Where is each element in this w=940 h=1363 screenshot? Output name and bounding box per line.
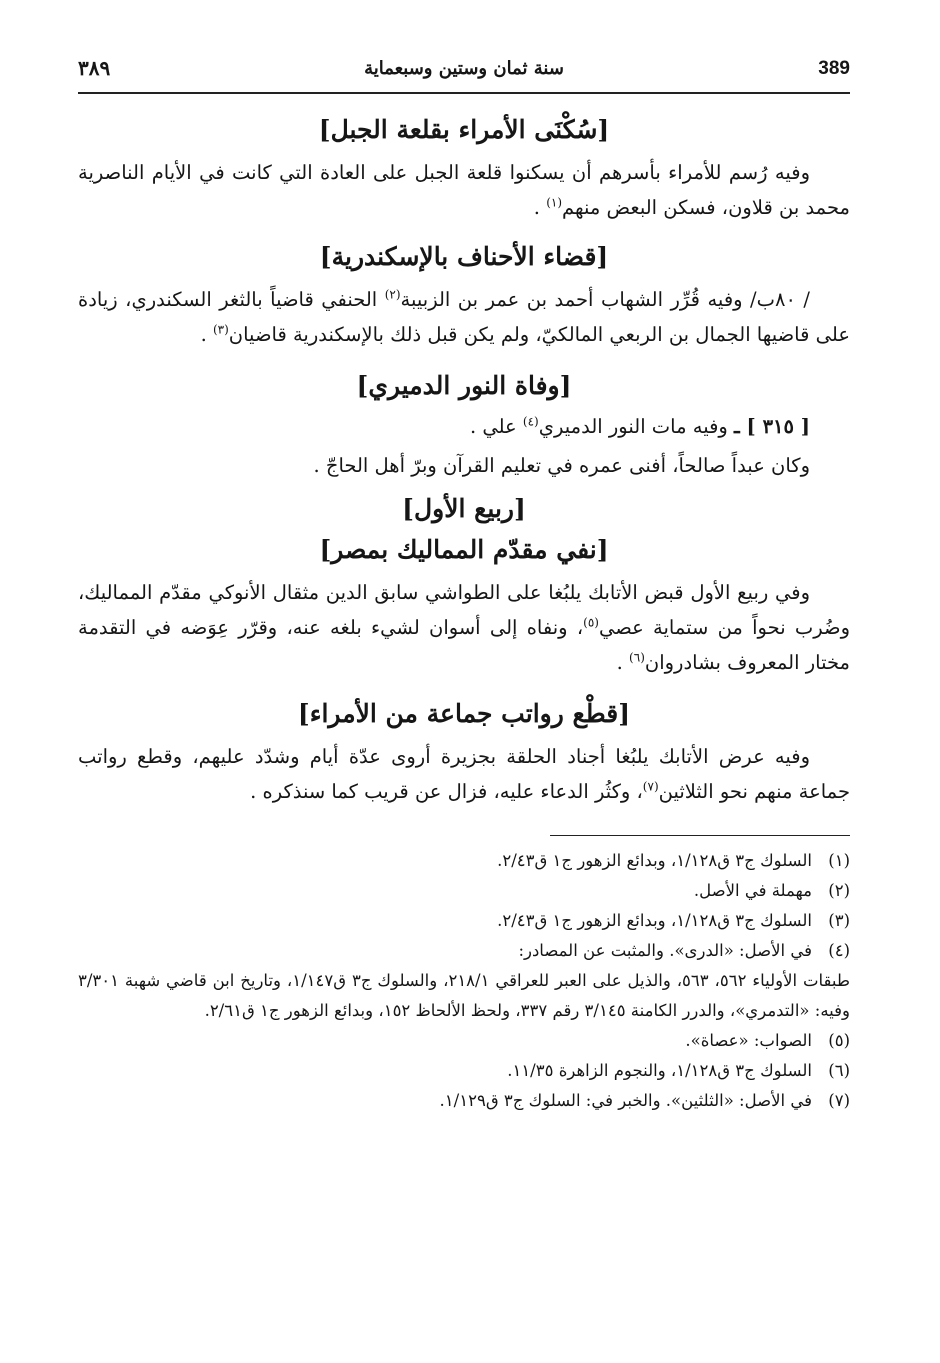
footnote (78, 1026, 850, 1056)
paragraph: وفيه عرض الأتابك يلبُغا أجناد الحلقة بجزيرة أروى عدّة أيام وشدّد عليهم، وقطع رواتب جماعة منهم نحو الثلاثين$^{(٧)}$، وكثُر الدعاء عليه، فزال عن قريب كما سنذكره . (78, 745, 850, 803)
paragraph: وكان عبداً صالحاً، أفنى عمره في تعليم القرآن وبرّ أهل الحاجّ . (313, 454, 810, 477)
footnote-text: السلوك ج٣ ق١/١٢٨، وبدائع الزهور ج١ ق٢/٤٣. (497, 911, 812, 930)
section-heading: [وفاة النور الدميري] (356, 371, 572, 400)
footnote-continuation: طبقات الأولياء ٥٦٢، ٥٦٣، والذيل على العبر للعراقي ٢١٨/١، والسلوك ج٣ ق١/١٤٧، وتاريخ ابن قاضي شهبة ٣/٣٠١ وفيه: «التدمري»، والدرر الكامنة ٣/١٤٥ رقم ٣٣٧، ولحظ الألحاظ ١٥٢، وبدائع الزهور ج١ ق٢/٦١. (78, 971, 850, 1020)
paragraph: / ٨٠ب/ وفيه قُرِّر الشهاب أحمد بن عمر بن الزبيبة$^{(٢)}$ الحنفي قاضياً بالثغر السكندري، زيادة على قاضيها الجمال بن الربعي المالكيّ، ولم يكن قبل ذلك بالإسكندرية قاضيان$^{(٣)}$ . (78, 287, 850, 346)
footnote-ref: (٤) (522, 414, 539, 429)
running-head (78, 52, 850, 94)
footnotes (78, 846, 850, 1116)
main-text (78, 112, 850, 1116)
footnote-number: (٣) (828, 911, 850, 930)
entry-paragraph: [ ٣١٥ ] ـ وفيه مات النور الدميري$^{(٤)}$ علي . (469, 414, 810, 438)
paragraph: وفيه رُسم للأمراء بأسرهم أن يسكنوا قلعة الجبل على العادة التي كانت في الأيام الناصرية محمد بن قلاون، فسكن البعض منهم$^{(١)}$ . (78, 161, 850, 219)
footnote-ref: (٣) (212, 322, 229, 337)
footnote-number: (٥) (828, 1031, 850, 1050)
footnote-ref: (٦) (629, 650, 645, 665)
footnote-number: (٢) (828, 881, 850, 900)
footnote-ref: (٧) (642, 779, 659, 794)
footnote (78, 1086, 850, 1116)
paragraph: وفي ربيع الأول قبض الأتابك يلبُغا على الطواشي سابق الدين مثقال الأنوكي مقدّم المماليك، وضُرب نحواً من ستماية عصي$^{(٥)}$، ونفاه إلى أسوان لشيء بلغه عنه، وقرّر عِوَضه في التقدمة مختار المعروف بشادروان$^{(٦)}$ . (78, 581, 850, 674)
footnote-number: (١) (828, 851, 850, 870)
entry-number: [ ٣١٥ ] ـ (734, 415, 810, 438)
footnote-text: السلوك ج٣ ق١/١٢٨، وبدائع الزهور ج١ ق٢/٤٣. (497, 851, 812, 870)
footnote-text: مهملة في الأصل. (693, 881, 812, 900)
footnote-text: في الأصل: «الثلثين». والخبر في: السلوك ج٣ ق١/١٢٩. (439, 1091, 812, 1110)
footnote-number: (٤) (828, 941, 850, 960)
footnote-ref: (٢) (384, 287, 401, 302)
footnote-number: (٦) (828, 1061, 850, 1080)
footnote-text: السلوك ج٣ ق١/١٢٨، والنجوم الزاهرة ١١/٣٥. (507, 1061, 812, 1080)
month-heading: [ربيع الأول] (402, 494, 526, 523)
footnote (78, 1056, 850, 1086)
footnote-ref: (٥) (583, 615, 599, 630)
footnote-divider (550, 835, 850, 836)
book-page (78, 52, 850, 1342)
section-heading: [سُكْنَى الأمراء بقلعة الجبل] (318, 115, 610, 144)
footnote (78, 936, 850, 966)
page-number-latin: 389 (818, 58, 850, 79)
running-head-title: سنة ثمان وستين وسبعماية (364, 58, 564, 79)
footnote-text: في الأصل: «الدرى». والمثبت عن المصادر: (518, 941, 812, 960)
section-heading: [نفي مقدّم المماليك بمصر] (319, 535, 609, 564)
section-heading: [قضاء الأحناف بالإسكندرية] (319, 242, 609, 271)
footnote-ref: (١) (546, 195, 563, 210)
footnote (78, 846, 850, 876)
footnote (78, 876, 850, 906)
footnote (78, 906, 850, 936)
page-number-arabic: ٣٨٩ (78, 56, 111, 80)
footnote-text: الصواب: «عصاة». (685, 1031, 812, 1050)
section-heading: [قطْع رواتب جماعة من الأمراء] (297, 699, 631, 728)
footnote-number: (٧) (828, 1091, 850, 1110)
